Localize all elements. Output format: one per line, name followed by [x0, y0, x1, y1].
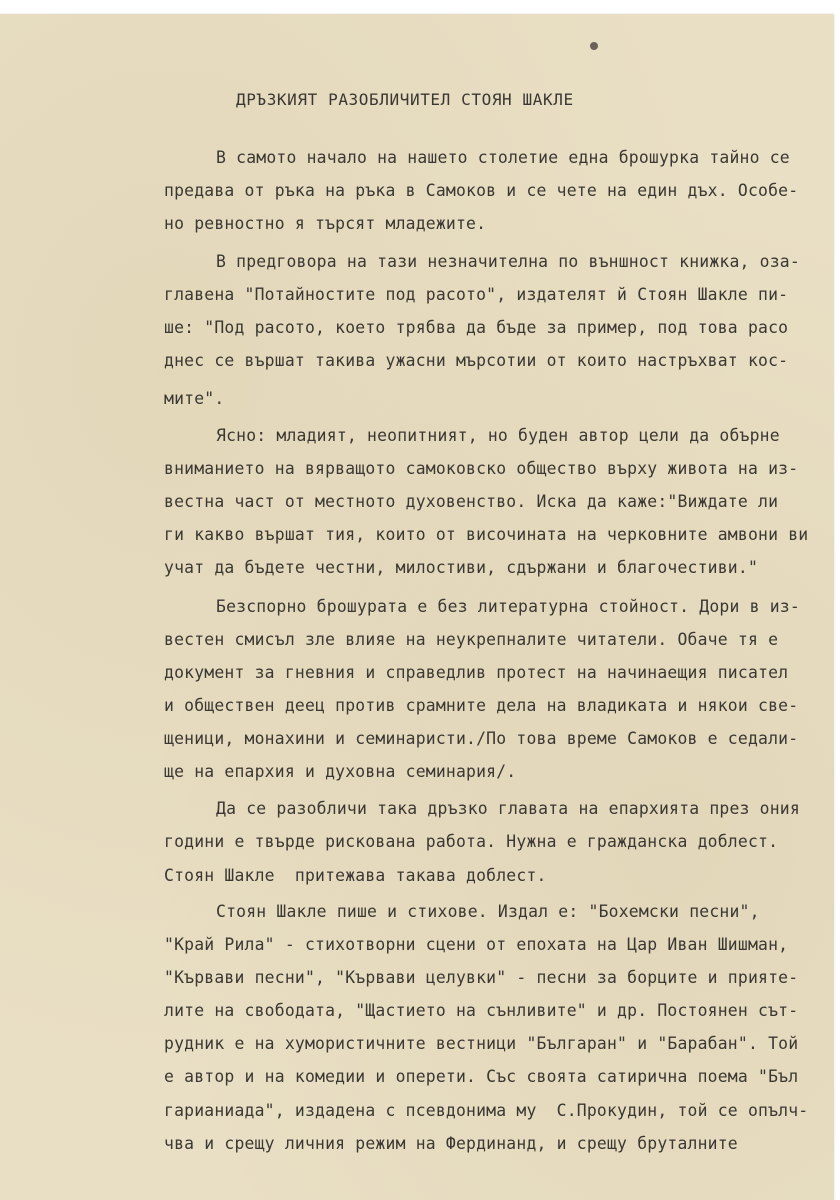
text-line: но ревностно я търсят младежите. [164, 214, 487, 233]
text-line: В предговора на тази незначителна по външност книжка, оза- [216, 252, 800, 271]
text-line: вниманието на вярващото самоковско общество върху живота на из- [164, 459, 799, 478]
text-line: В самото начало на нашето столетие една брошурка тайно се [216, 148, 790, 167]
text-line: Безспорно брошурата е без литературна стойност. Дори в из- [216, 597, 800, 616]
text-line: Стоян Шакле притежава такава доблест. [164, 866, 547, 885]
text-line: днес се вършат такива ужасни мърсотии от които настръхват кос- [164, 351, 789, 370]
text-line: ше: "Под расото, което трябва да бъде за пример, под това расо [164, 318, 789, 337]
text-line: чва и срещу личния режим на Фердинанд, и срещу бруталните [164, 1134, 738, 1153]
typewritten-page [0, 14, 834, 1200]
text-line: документ за гневния и справедлив протест на начинаещия писател [164, 663, 789, 682]
text-line: ги какво вършат тия, които от височината на черковните амвони ви [164, 525, 809, 544]
text-line: гарианиада", издадена с псевдонима му С.Прокудин, той се опълч- [164, 1101, 809, 1120]
text-line: главена "Потайностите под расото", издателят й Стоян Шакле пи- [164, 285, 789, 304]
text-line: вестна част от местното духовенство. Иска да каже:"Виждате ли [164, 492, 779, 511]
text-line: "Край Рила" - стихотворни сцени от епохата на Цар Иван Шишман, [164, 935, 789, 954]
text-line: вестен смисъл зле влияе на неукрепналите читатели. Обаче тя е [164, 630, 779, 649]
text-line: ще на епархия и духовна семинария/. [164, 762, 517, 781]
text-line: мите". [164, 389, 225, 408]
punch-hole-mark [590, 42, 598, 50]
page-title: ДРЪЗКИЯТ РАЗОБЛИЧИТЕЛ СТОЯН ШАКЛЕ [236, 90, 574, 109]
text-line: рудник е на хумористичните вестници "Българан" и "Барабан". Той [164, 1034, 799, 1053]
text-line: Стоян Шакле пише и стихове. Издал е: "Бохемски песни", [216, 902, 760, 921]
text-line: Да се разобличи така дръзко главата на епархията през ония [216, 799, 800, 818]
text-line: години е твърде рискована работа. Нужна е гражданска доблест. [164, 832, 779, 851]
text-line: Ясно: младият, неопитният, но буден автор цели да обърне [216, 426, 780, 445]
text-line: щеници, монахини и семинаристи./По това време Самоков е седали- [164, 729, 799, 748]
text-line: "Кървави песни", "Кървави целувки" - песни за борците и приятe- [164, 968, 799, 987]
text-line: и обществен деец против срамните дела на владиката и някои све- [164, 696, 799, 715]
text-line: лите на свободата, "Щастието на сънливите" и др. Постоянен сът- [164, 1001, 799, 1020]
text-line: е автор и на комедии и оперети. Със своята сатирична поема "Бъл [164, 1067, 799, 1086]
text-line: предава от ръка на ръка в Самоков и се чете на един дъх. Особе- [164, 181, 799, 200]
text-line: учат да бъдете честни, милостиви, сдържани и благочестиви." [164, 558, 759, 577]
